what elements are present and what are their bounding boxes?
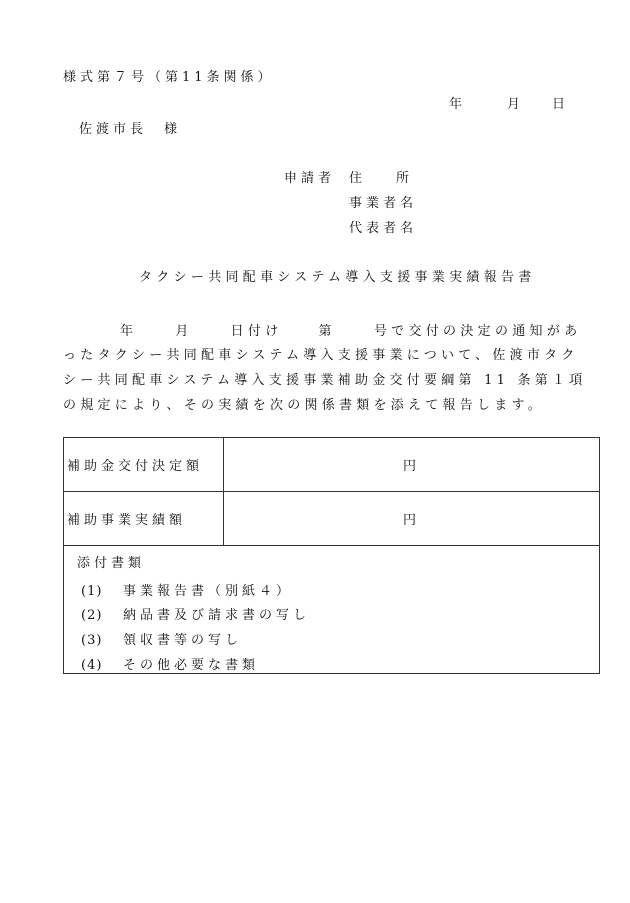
- attachment-text: その他必要な書類: [123, 658, 260, 673]
- document-title: タクシー共同配車システム導入支援事業実績報告書: [139, 270, 536, 285]
- project-actual-amount-label: 補助事業実績額: [64, 492, 224, 546]
- body-year: 年: [120, 324, 138, 339]
- applicant-label: 申請者: [284, 171, 336, 186]
- body-line-1-rest: 号で交付の決定の通知があ: [373, 324, 582, 339]
- body-line-1: [120, 320, 581, 339]
- address-label-part-2: 所: [396, 171, 410, 186]
- table-row: [64, 492, 600, 546]
- address-label: [349, 167, 409, 186]
- business-name-label: 事業者名: [349, 196, 418, 211]
- attachments-box: [63, 543, 600, 674]
- attachment-number: (2): [81, 608, 103, 623]
- body-dated: 日付け: [230, 324, 283, 339]
- attachment-number: (4): [81, 658, 103, 673]
- body-line-4: の規定により、その実績を次の関係書類を添えて報告します。: [63, 398, 545, 413]
- addressee: 佐渡市長 様: [79, 122, 182, 137]
- date-day-label: 日: [552, 97, 570, 112]
- body-line-3: シー共同配車システム導入支援事業補助金交付要綱第 11 条第１項: [63, 373, 587, 388]
- list-item: [81, 604, 310, 623]
- yen-unit: 円: [402, 513, 420, 528]
- attachments-title: 添付書類: [77, 556, 146, 571]
- address-label-part-1: 住: [349, 171, 363, 186]
- form-number: 様式第７号（第11条関係）: [63, 70, 275, 85]
- attachment-text: 納品書及び請求書の写し: [123, 608, 311, 623]
- amounts-table: [63, 437, 600, 546]
- grant-decision-amount-field[interactable]: [224, 438, 600, 492]
- list-item: [81, 580, 293, 599]
- body-month: 月: [175, 324, 193, 339]
- yen-unit: 円: [402, 459, 420, 474]
- grant-decision-amount-label: 補助金交付決定額: [64, 438, 224, 492]
- body-dai: 第: [318, 324, 336, 339]
- table-row: [64, 438, 600, 492]
- attachment-number: (1): [81, 584, 103, 599]
- date-year-label: 年: [449, 97, 467, 112]
- attachment-text: 領収書等の写し: [123, 633, 243, 648]
- attachment-number: (3): [81, 633, 103, 648]
- body-line-2: ったタクシー共同配車システム導入支援事業について、佐渡市タク: [63, 348, 579, 363]
- attachment-text: 事業報告書（別紙４）: [123, 584, 294, 599]
- list-item: [81, 654, 259, 673]
- project-actual-amount-field[interactable]: [224, 492, 600, 546]
- list-item: [81, 629, 242, 648]
- representative-label: 代表者名: [349, 221, 418, 236]
- date-month-label: 月: [507, 97, 525, 112]
